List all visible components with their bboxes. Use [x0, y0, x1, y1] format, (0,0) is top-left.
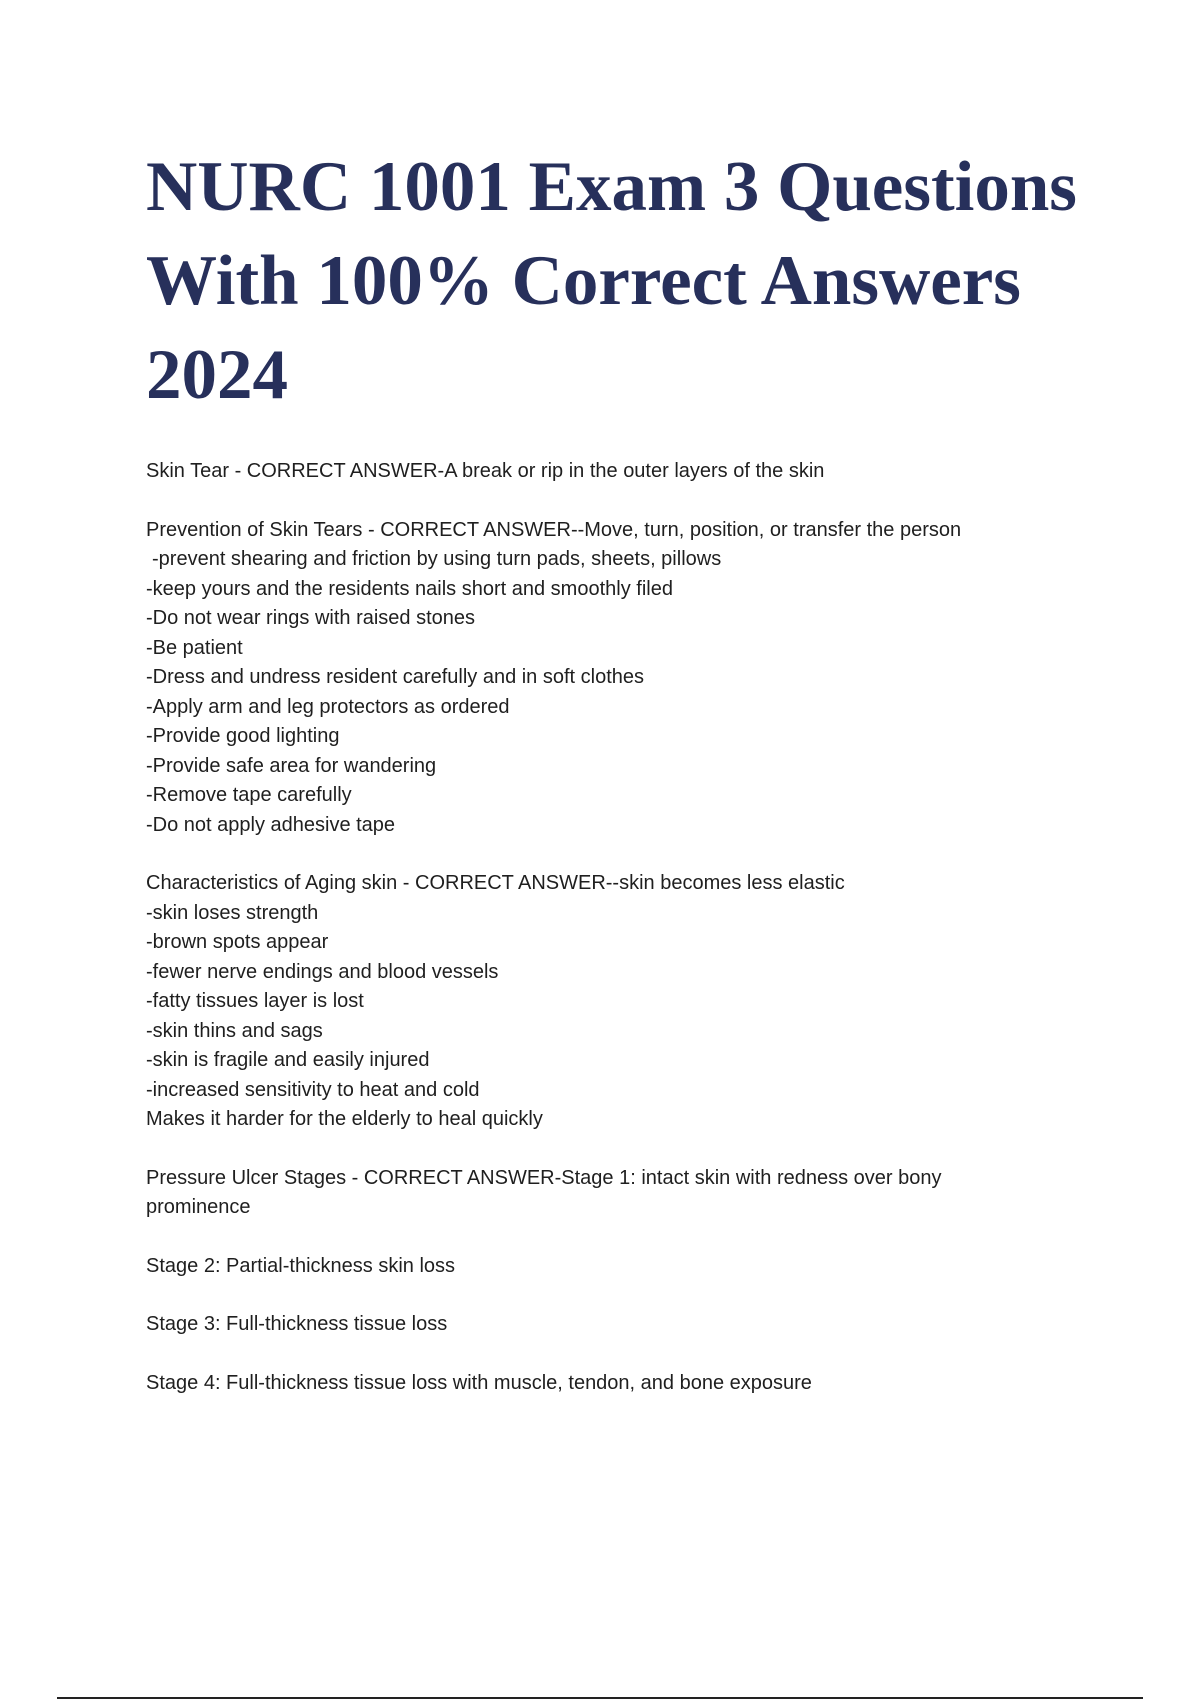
text-line: -skin loses strength — [146, 901, 319, 924]
qa-skin-tear — [146, 457, 1106, 487]
text-line: -keep yours and the residents nails short and smoothly filed — [146, 577, 673, 600]
stage-2-paragraph — [146, 1252, 1106, 1282]
text-line: -Remove tape carefully — [146, 784, 352, 806]
stage-4-paragraph — [146, 1369, 1106, 1399]
text-line: -skin thins and sags — [146, 1019, 323, 1042]
text-line: Makes it harder for the elderly to heal quickly — [146, 1108, 543, 1130]
text-line: Stage 3: Full-thickness tissue loss — [146, 1313, 448, 1335]
text-line: Characteristics of Aging skin - CORRECT ANSWER--skin becomes less elastic — [146, 872, 845, 894]
stage-3-paragraph — [146, 1310, 1106, 1340]
text-line: Stage 2: Partial-thickness skin loss — [146, 1254, 456, 1277]
qa-pressure-ulcer-stages — [146, 1164, 1106, 1223]
text-line: -Provide good lighting — [146, 725, 340, 747]
title-line: NURC 1001 Exam 3 Questions — [146, 148, 1077, 226]
text-line: -Do not wear rings with raised stones — [146, 607, 476, 629]
text-line: Stage 4: Full-thickness tissue loss with muscle, tendon, and bone exposure — [146, 1371, 812, 1394]
text-line: -Do not apply adhesive tape — [146, 813, 396, 836]
page-title — [146, 140, 1126, 422]
text-line: Skin Tear - CORRECT ANSWER-A break or rip in the outer layers of the skin — [146, 460, 825, 482]
text-line: -Provide safe area for wandering — [146, 754, 437, 777]
text-line: -brown spots appear — [146, 931, 329, 953]
footer-divider — [57, 1697, 1143, 1699]
text-line: -increased sensitivity to heat and cold — [146, 1078, 480, 1101]
text-line: -prevent shearing and friction by using turn pads, sheets, pillows — [152, 548, 722, 570]
text-line: -fewer nerve endings and blood vessels — [146, 960, 499, 983]
qa-characteristics-of-aging-skin — [146, 869, 1106, 1135]
text-line: Prevention of Skin Tears - CORRECT ANSWER--Move, turn, position, or transfer the person — [146, 518, 962, 541]
title-line: With 100% Correct Answers — [146, 242, 1021, 320]
text-line: Pressure Ulcer Stages - CORRECT ANSWER-Stage 1: intact skin with redness over bony — [146, 1166, 942, 1189]
text-line: -fatty tissues layer is lost — [146, 990, 364, 1012]
text-line: -Dress and undress resident carefully and in soft clothes — [146, 666, 645, 688]
title-line: 2024 — [146, 336, 288, 414]
text-line: -Be patient — [146, 636, 243, 659]
qa-prevention-of-skin-tears — [146, 516, 1106, 841]
text-line: prominence — [146, 1196, 251, 1218]
text-line: -Apply arm and leg protectors as ordered — [146, 695, 510, 718]
text-line: -skin is fragile and easily injured — [146, 1049, 430, 1071]
document-body — [146, 457, 1106, 1427]
